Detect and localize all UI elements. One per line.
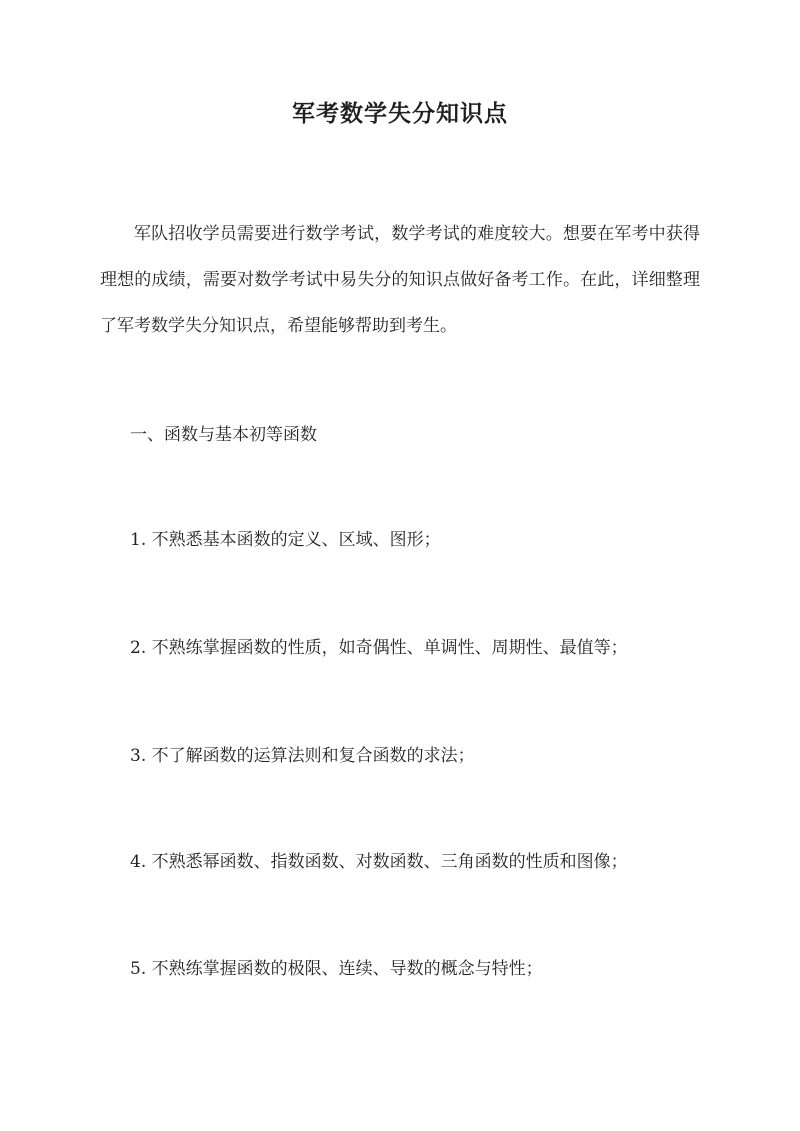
list-item-5: 5. 不熟练掌握函数的极限、连续、导数的概念与特性；: [130, 959, 543, 979]
intro-paragraph: 军队招收学员需要进行数学考试，数学考试的难度较大。想要在军考中获得理想的成绩，需要对数学考试中易失分的知识点做好备考工作。在此，详细整理了军考数学失分知识点，希望能够帮助到考生。: [100, 224, 700, 336]
list-item-3: 3. 不了解函数的运算法则和复合函数的求法；: [130, 746, 475, 766]
section-heading: 一、函数与基本初等函数: [130, 425, 317, 445]
list-item-2: 2. 不熟练掌握函数的性质，如奇偶性、单调性、周期性、最值等；: [130, 638, 628, 658]
list-item-1: 1. 不熟悉基本函数的定义、区域、图形；: [130, 530, 441, 550]
list-item-4: 4. 不熟悉幂函数、指数函数、对数函数、三角函数的性质和图像；: [130, 852, 628, 872]
document-title: 军考数学失分知识点: [292, 100, 508, 127]
